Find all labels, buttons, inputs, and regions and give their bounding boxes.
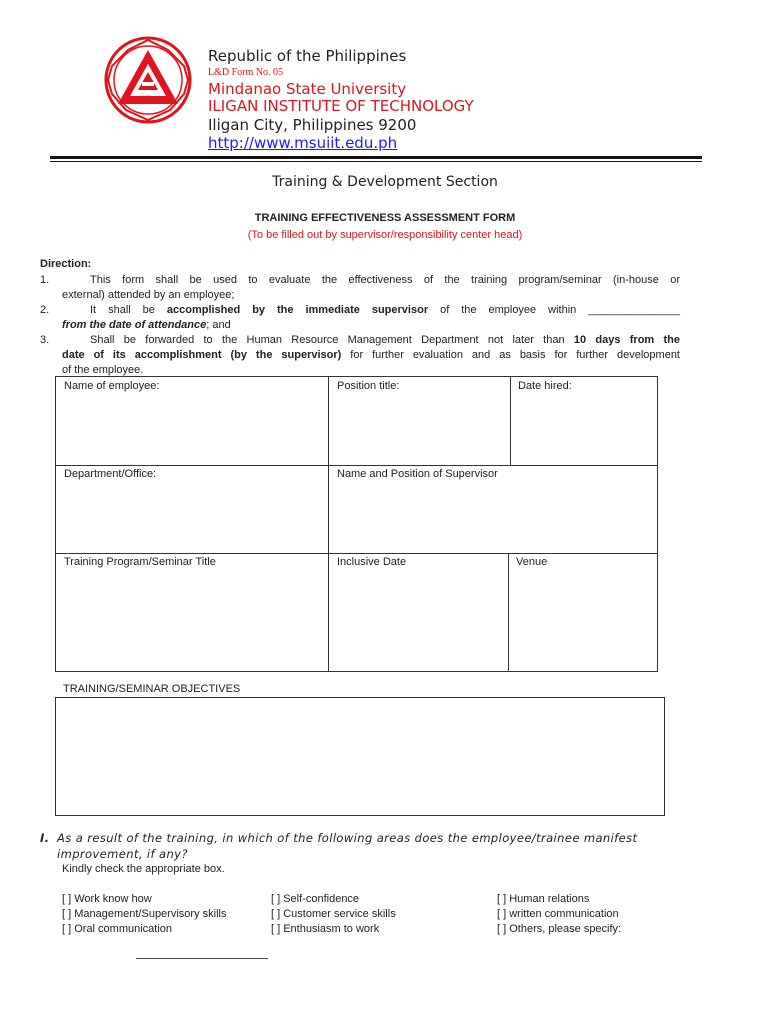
direction-2-bold: accomplished by the immediate supervisor (166, 304, 429, 316)
direction-text (62, 303, 680, 333)
table-divider (56, 465, 657, 466)
checkbox-work-know-how[interactable]: [ ] Work know how (62, 893, 152, 905)
direction-1-line2: external) attended by an employee; (62, 289, 235, 301)
checkbox-human-relations[interactable]: [ ] Human relations (497, 893, 590, 905)
checkbox-self-confidence[interactable]: [ ] Self-confidence (271, 893, 360, 905)
question-text (57, 830, 692, 862)
city-address: Iligan City, Philippines 9200 (208, 116, 417, 134)
direction-2-line1 (62, 303, 680, 318)
checkbox-written-communication[interactable]: [ ] written communication (497, 908, 619, 920)
form-title: TRAINING EFFECTIVENESS ASSESSMENT FORM (254, 212, 516, 224)
employee-info-table (55, 376, 658, 672)
direction-1-line1: This form shall be used to evaluate the effectiveness of the training program/seminar (in-house or (90, 274, 680, 286)
checkbox-others[interactable]: [ ] Others, please specify: (497, 923, 622, 935)
direction-3-line3: of the employee. (62, 364, 144, 376)
university-seal-logo (104, 36, 192, 124)
direction-3-line2 (62, 348, 680, 363)
checkbox-management-skills[interactable]: [ ] Management/Supervisory skills (62, 908, 227, 920)
direction-text (62, 273, 680, 303)
direction-2-bold-italic: from the date of attendance (62, 319, 207, 331)
inclusive-date-label: Inclusive Date (337, 556, 407, 568)
table-divider (56, 553, 657, 554)
form-number: L&D Form No. 05 (208, 67, 283, 78)
direction-3-pre: Shall be forwarded to the Human Resource Management Department not later than (90, 334, 574, 346)
direction-2-line2 (62, 319, 231, 331)
direction-3-line1 (62, 333, 680, 348)
department-label: Department/Office: (64, 468, 157, 480)
institute-name: ILIGAN INSTITUTE OF TECHNOLOGY (208, 97, 474, 115)
website-link[interactable]: http://www.msuiit.edu.ph (208, 134, 398, 152)
direction-text (62, 333, 680, 378)
objectives-label: TRAINING/SEMINAR OBJECTIVES (63, 683, 241, 695)
direction-2-pre: It shall be (90, 304, 167, 316)
table-divider (510, 377, 511, 465)
direction-2-post: ; and (206, 319, 231, 331)
checkbox-enthusiasm[interactable]: [ ] Enthusiasm to work (271, 923, 380, 935)
venue-label: Venue (516, 556, 548, 568)
question-line2: improvement, if any? (57, 847, 188, 861)
supervisor-label: Name and Position of Supervisor (337, 468, 498, 480)
direction-3-bold1: 10 days from the (573, 334, 680, 346)
direction-number: 1. (40, 274, 50, 286)
direction-number: 3. (40, 334, 50, 346)
others-specify-line[interactable] (136, 958, 268, 959)
objectives-field[interactable] (55, 697, 665, 816)
section-title: Training & Development Section (272, 174, 498, 190)
date-hired-label: Date hired: (518, 380, 572, 392)
directions-label: Direction: (40, 258, 92, 270)
direction-3-bold2: date of its accomplishment (by the supervisor) (62, 349, 342, 361)
question-number: I. (40, 831, 50, 845)
form-subtitle: (To be filled out by supervisor/responsibility center head) (247, 229, 523, 241)
training-title-label: Training Program/Seminar Title (64, 556, 216, 568)
table-divider (508, 553, 509, 671)
name-of-employee-label: Name of employee: (64, 380, 160, 392)
checkbox-customer-service[interactable]: [ ] Customer service skills (271, 908, 396, 920)
position-title-label: Position title: (337, 380, 400, 392)
direction-number: 2. (40, 304, 50, 316)
checkbox-oral-communication[interactable]: [ ] Oral communication (62, 923, 173, 935)
university-name: Mindanao State University (208, 80, 407, 98)
question-line1: As a result of the training, in which of the following areas does the employee/trainee manifest (57, 831, 638, 845)
header-rule-thin (50, 161, 702, 162)
direction-2-mid: of the employee within _______________ (428, 304, 680, 316)
header-rule-thick (50, 156, 702, 159)
question-instruction: Kindly check the appropriate box. (62, 863, 225, 875)
table-divider (328, 377, 329, 671)
republic-line: Republic of the Philippines (208, 47, 407, 65)
direction-3-post: for further evaluation and as basis for further development (341, 349, 680, 361)
